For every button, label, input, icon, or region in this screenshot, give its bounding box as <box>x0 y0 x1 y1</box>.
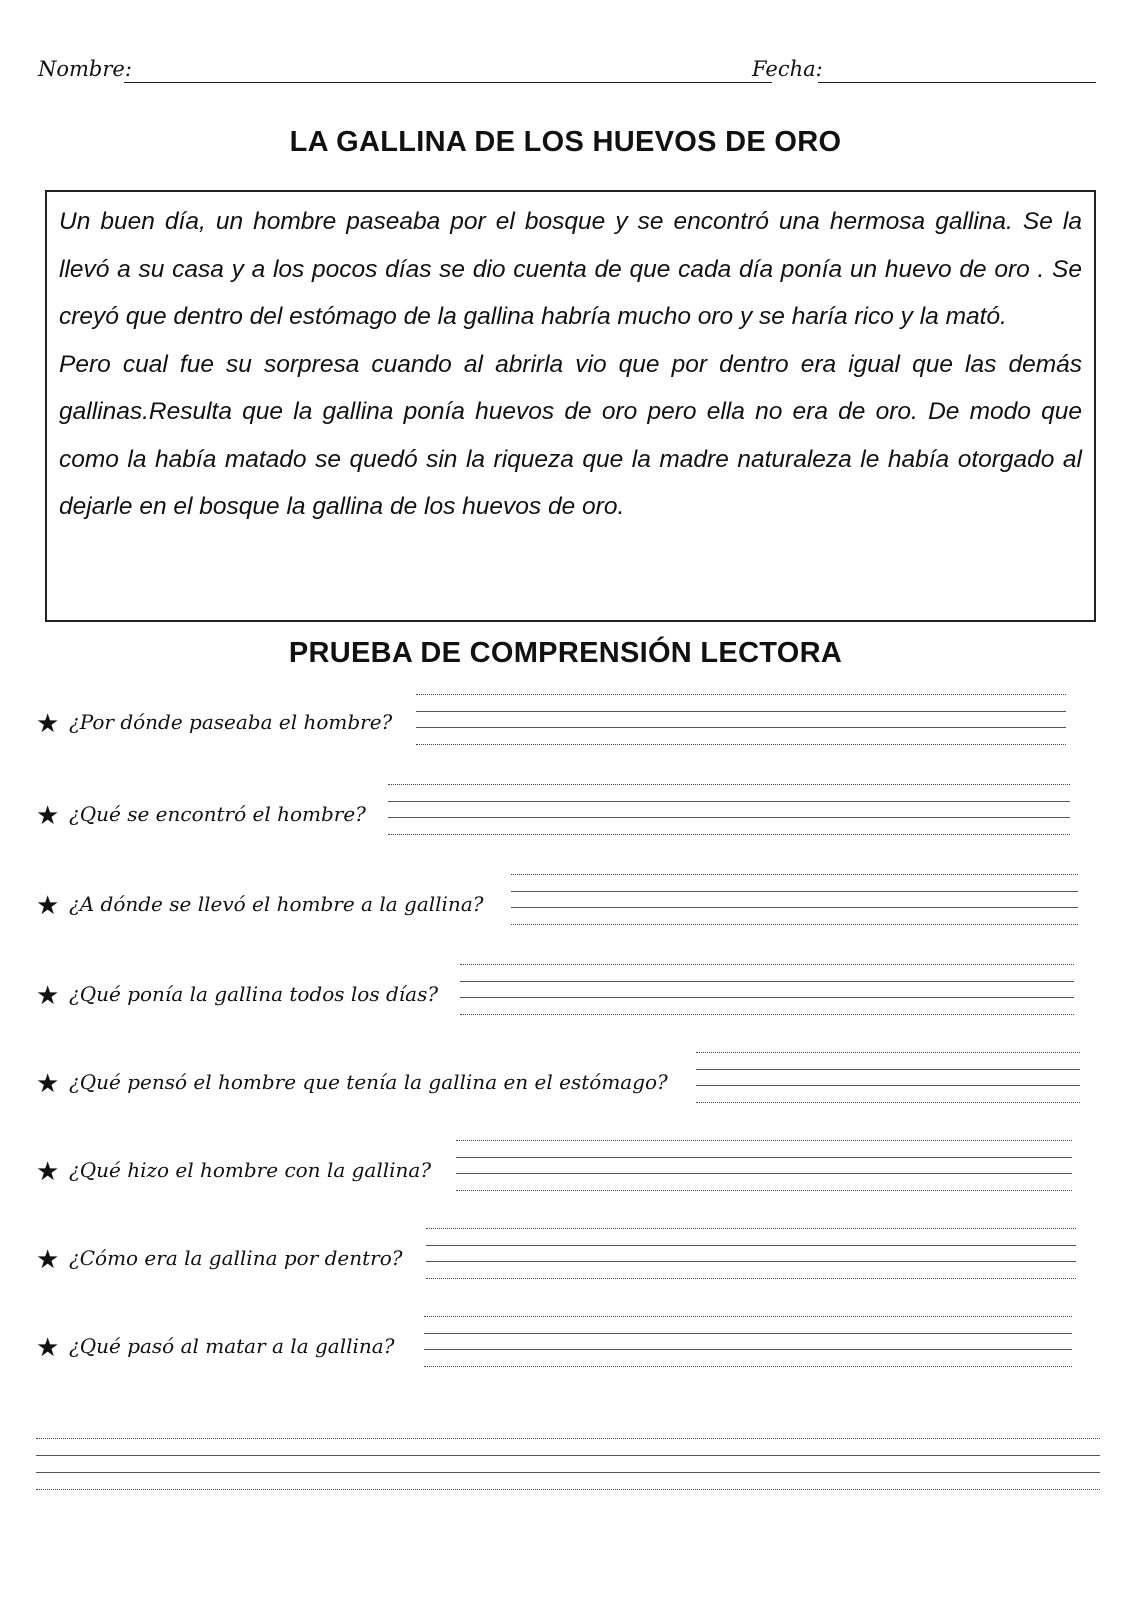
answer-line <box>456 1173 1072 1174</box>
story-paragraph-1: Un buen día, un hombre paseaba por el bosque y se encontró una hermosa gallina. Se la llevó a su casa y a los pocos días se dio cuenta de que cada día ponía un huevo de oro . Se creyó que dentro del estómago de la gallina habría mucho oro y se haría rico y la mató. <box>59 208 1082 330</box>
answer-guide-line <box>426 1278 1076 1279</box>
answer-lines[interactable] <box>424 1314 1072 1368</box>
answer-guide-line <box>511 924 1078 925</box>
answer-line <box>416 711 1066 712</box>
date-field[interactable] <box>818 82 1096 83</box>
extra-answer-lines[interactable] <box>36 1438 1100 1498</box>
star-icon: ★ <box>36 1156 60 1186</box>
answer-line <box>456 1157 1072 1158</box>
answer-line <box>416 727 1066 728</box>
answer-line <box>696 1085 1080 1086</box>
star-icon: ★ <box>36 708 60 738</box>
question-text: ¿Por dónde paseaba el hombre? <box>69 710 393 734</box>
answer-guide-line <box>456 1190 1072 1191</box>
question-item <box>36 692 1066 752</box>
star-icon: ★ <box>36 800 60 830</box>
answer-guide-line <box>426 1228 1076 1229</box>
question-item <box>36 1138 1072 1198</box>
answer-line <box>460 997 1074 998</box>
answer-guide-line <box>36 1489 1100 1490</box>
answer-lines[interactable] <box>426 1226 1076 1280</box>
answer-lines[interactable] <box>456 1138 1072 1192</box>
answer-line <box>388 817 1070 818</box>
question-text: ¿Cómo era la gallina por dentro? <box>69 1246 403 1270</box>
answer-line <box>511 891 1078 892</box>
answer-line <box>424 1349 1072 1350</box>
answer-line <box>36 1455 1100 1456</box>
answer-guide-line <box>424 1366 1072 1367</box>
answer-guide-line <box>388 834 1070 835</box>
star-icon: ★ <box>36 890 60 920</box>
question-item <box>36 1226 1076 1286</box>
answer-guide-line <box>696 1102 1080 1103</box>
star-icon: ★ <box>36 1332 60 1362</box>
answer-lines[interactable] <box>696 1050 1080 1104</box>
answer-lines[interactable] <box>416 692 1066 746</box>
question-text: ¿Qué ponía la gallina todos los días? <box>69 982 439 1006</box>
star-icon: ★ <box>36 1244 60 1274</box>
header-fields <box>38 50 1098 90</box>
answer-guide-line <box>388 784 1070 785</box>
question-item <box>36 782 1070 842</box>
answer-guide-line <box>416 694 1066 695</box>
question-item <box>36 1050 1080 1110</box>
question-text: ¿Qué se encontró el hombre? <box>69 802 366 826</box>
answer-line <box>696 1069 1080 1070</box>
question-text: ¿A dónde se llevó el hombre a la gallina? <box>69 892 484 916</box>
test-title: PRUEBA DE COMPRENSIÓN LECTORA <box>288 637 843 669</box>
answer-guide-line <box>460 1014 1074 1015</box>
answer-line <box>36 1472 1100 1473</box>
answer-guide-line <box>424 1316 1072 1317</box>
answer-guide-line <box>696 1052 1080 1053</box>
question-item <box>36 962 1074 1022</box>
answer-lines[interactable] <box>511 872 1078 926</box>
answer-line <box>424 1333 1072 1334</box>
answer-line <box>460 981 1074 982</box>
question-text: ¿Qué pensó el hombre que tenía la gallina en el estómago? <box>69 1070 668 1094</box>
answer-guide-line <box>456 1140 1072 1141</box>
question-item <box>36 872 1078 932</box>
answer-line <box>426 1245 1076 1246</box>
name-field[interactable] <box>124 82 772 83</box>
name-label: Nombre: <box>38 57 132 81</box>
answer-line <box>511 907 1078 908</box>
question-item <box>36 1314 1072 1374</box>
star-icon: ★ <box>36 1068 60 1098</box>
answer-guide-line <box>36 1438 1100 1439</box>
story-box <box>45 190 1096 622</box>
story-paragraph-2: Pero cual fue su sorpresa cuando al abrirla vio que por dentro era igual que las demás gallinas.Resulta que la gallina ponía huevos de oro pero ella no era de oro. De modo que como la había matado se quedó sin la riqueza que la madre naturaleza le había otorgado al dejarle en el bosque la gallina de los huevos de oro. <box>59 350 1082 520</box>
answer-guide-line <box>511 874 1078 875</box>
story-title: LA GALLINA DE LOS HUEVOS DE ORO <box>289 126 842 158</box>
date-label: Fecha: <box>752 57 823 81</box>
question-text: ¿Qué hizo el hombre con la gallina? <box>69 1158 432 1182</box>
answer-line <box>426 1261 1076 1262</box>
answer-lines[interactable] <box>388 782 1070 836</box>
star-icon: ★ <box>36 980 60 1010</box>
answer-line <box>388 801 1070 802</box>
question-text: ¿Qué pasó al matar a la gallina? <box>69 1334 395 1358</box>
answer-lines[interactable] <box>460 962 1074 1016</box>
answer-guide-line <box>416 744 1066 745</box>
answer-guide-line <box>460 964 1074 965</box>
